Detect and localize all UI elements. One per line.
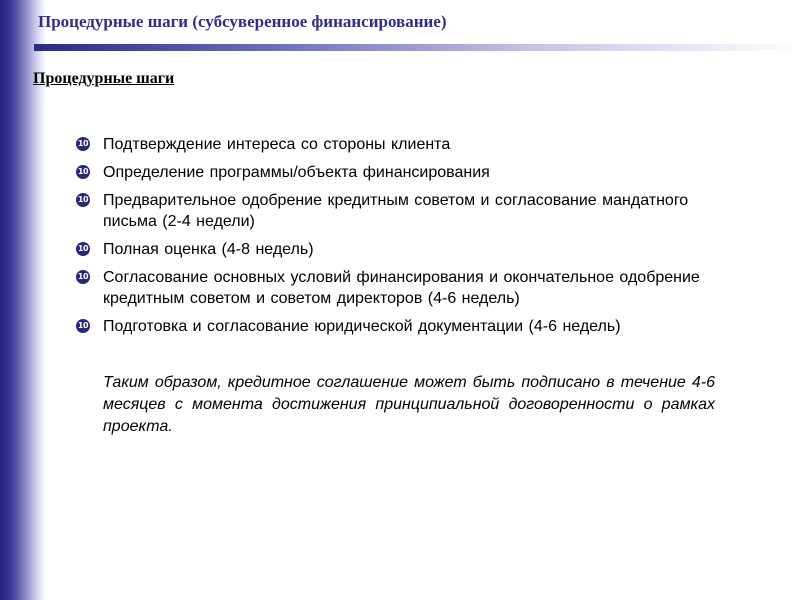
section-heading: Процедурные шаги bbox=[33, 70, 175, 87]
list-item bbox=[76, 267, 716, 309]
step-text: Предварительное одобрение кредитным советом и согласование мандатного письма (2-4 недели) bbox=[103, 192, 689, 230]
conclusion-text: Таким образом, кредитное соглашение может быть подписано в течение 4-6 месяцев с момента достижения принципиальной договоренности о рамках проекта. bbox=[103, 374, 715, 435]
slide-title: Процедурные шаги (субсуверенное финансирование) bbox=[38, 12, 447, 31]
list-item bbox=[76, 162, 716, 183]
side-gradient-bar bbox=[0, 0, 46, 600]
numbered-bullet-icon: 10 bbox=[76, 165, 90, 179]
step-text: Определение программы/объекта финансирования bbox=[103, 164, 490, 181]
numbered-bullet-icon: 10 bbox=[76, 242, 90, 256]
numbered-bullet-icon: 10 bbox=[76, 319, 90, 333]
step-text: Подтверждение интереса со стороны клиента bbox=[103, 136, 451, 153]
step-text: Полная оценка (4-8 недель) bbox=[103, 241, 314, 258]
step-text: Подготовка и согласование юридической документации (4-6 недель) bbox=[103, 318, 621, 335]
list-item bbox=[76, 190, 716, 232]
list-item bbox=[76, 316, 716, 337]
list-item bbox=[76, 134, 716, 155]
list-item bbox=[76, 239, 716, 260]
steps-list bbox=[76, 134, 716, 344]
step-text: Согласование основных условий финансирования и окончательное одобрение кредитным советом и советом директоров (4-6 недель) bbox=[103, 269, 700, 307]
numbered-bullet-icon: 10 bbox=[76, 193, 90, 207]
numbered-bullet-icon: 10 bbox=[76, 137, 90, 151]
title-underline-bar bbox=[34, 44, 800, 51]
numbered-bullet-icon: 10 bbox=[76, 270, 90, 284]
